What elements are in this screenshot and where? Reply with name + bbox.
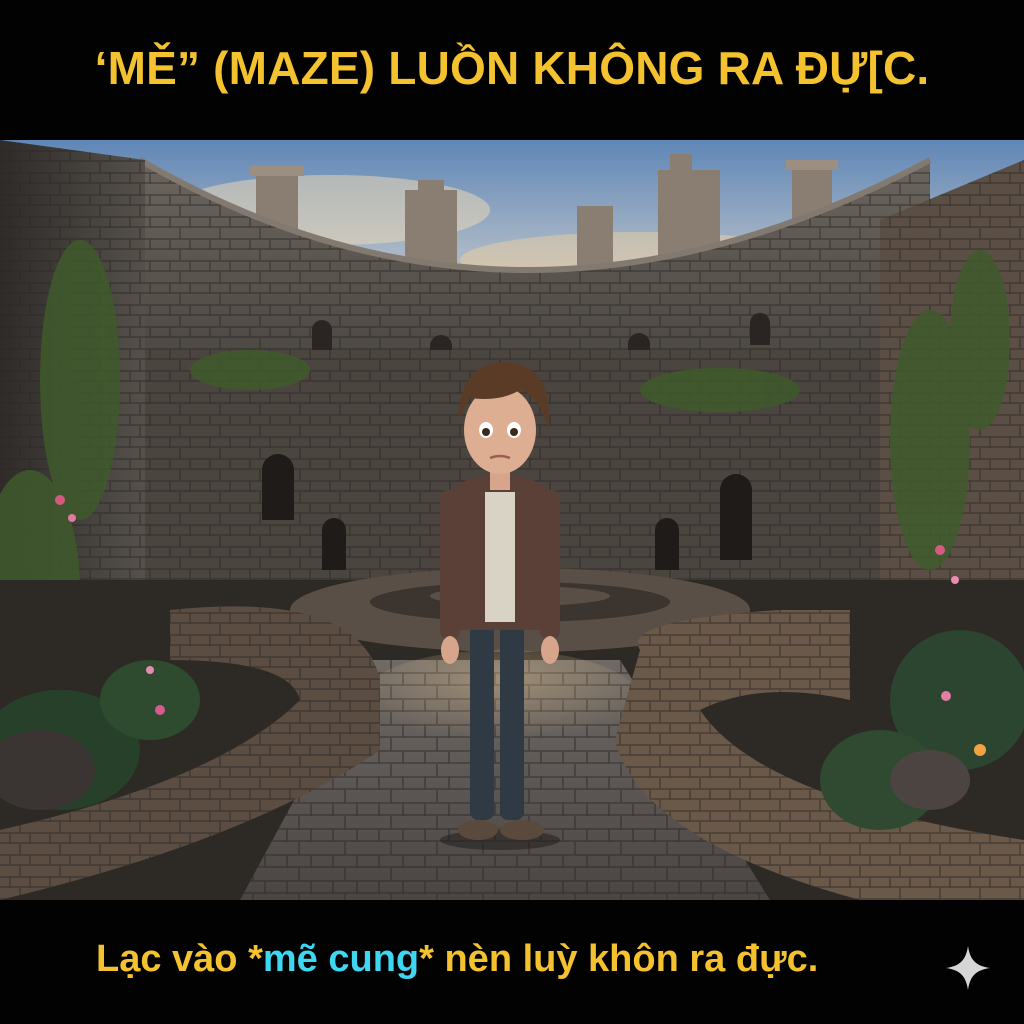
sparkle-icon (944, 944, 992, 992)
caption (96, 940, 818, 978)
title-band (0, 0, 1024, 140)
maze-scene (0, 140, 1024, 900)
caption-highlight: mẽ cung (262, 938, 420, 980)
meme-title: ‘MĚ” (MAZE) LUỒN KHÔNG RA ĐỰ[C. (94, 42, 930, 94)
caption-part-2: * nèn luỳ khôn ra đực. (419, 938, 819, 980)
caption-part-1: Lạc vào * (96, 938, 263, 980)
maze-illustration (0, 140, 1024, 900)
